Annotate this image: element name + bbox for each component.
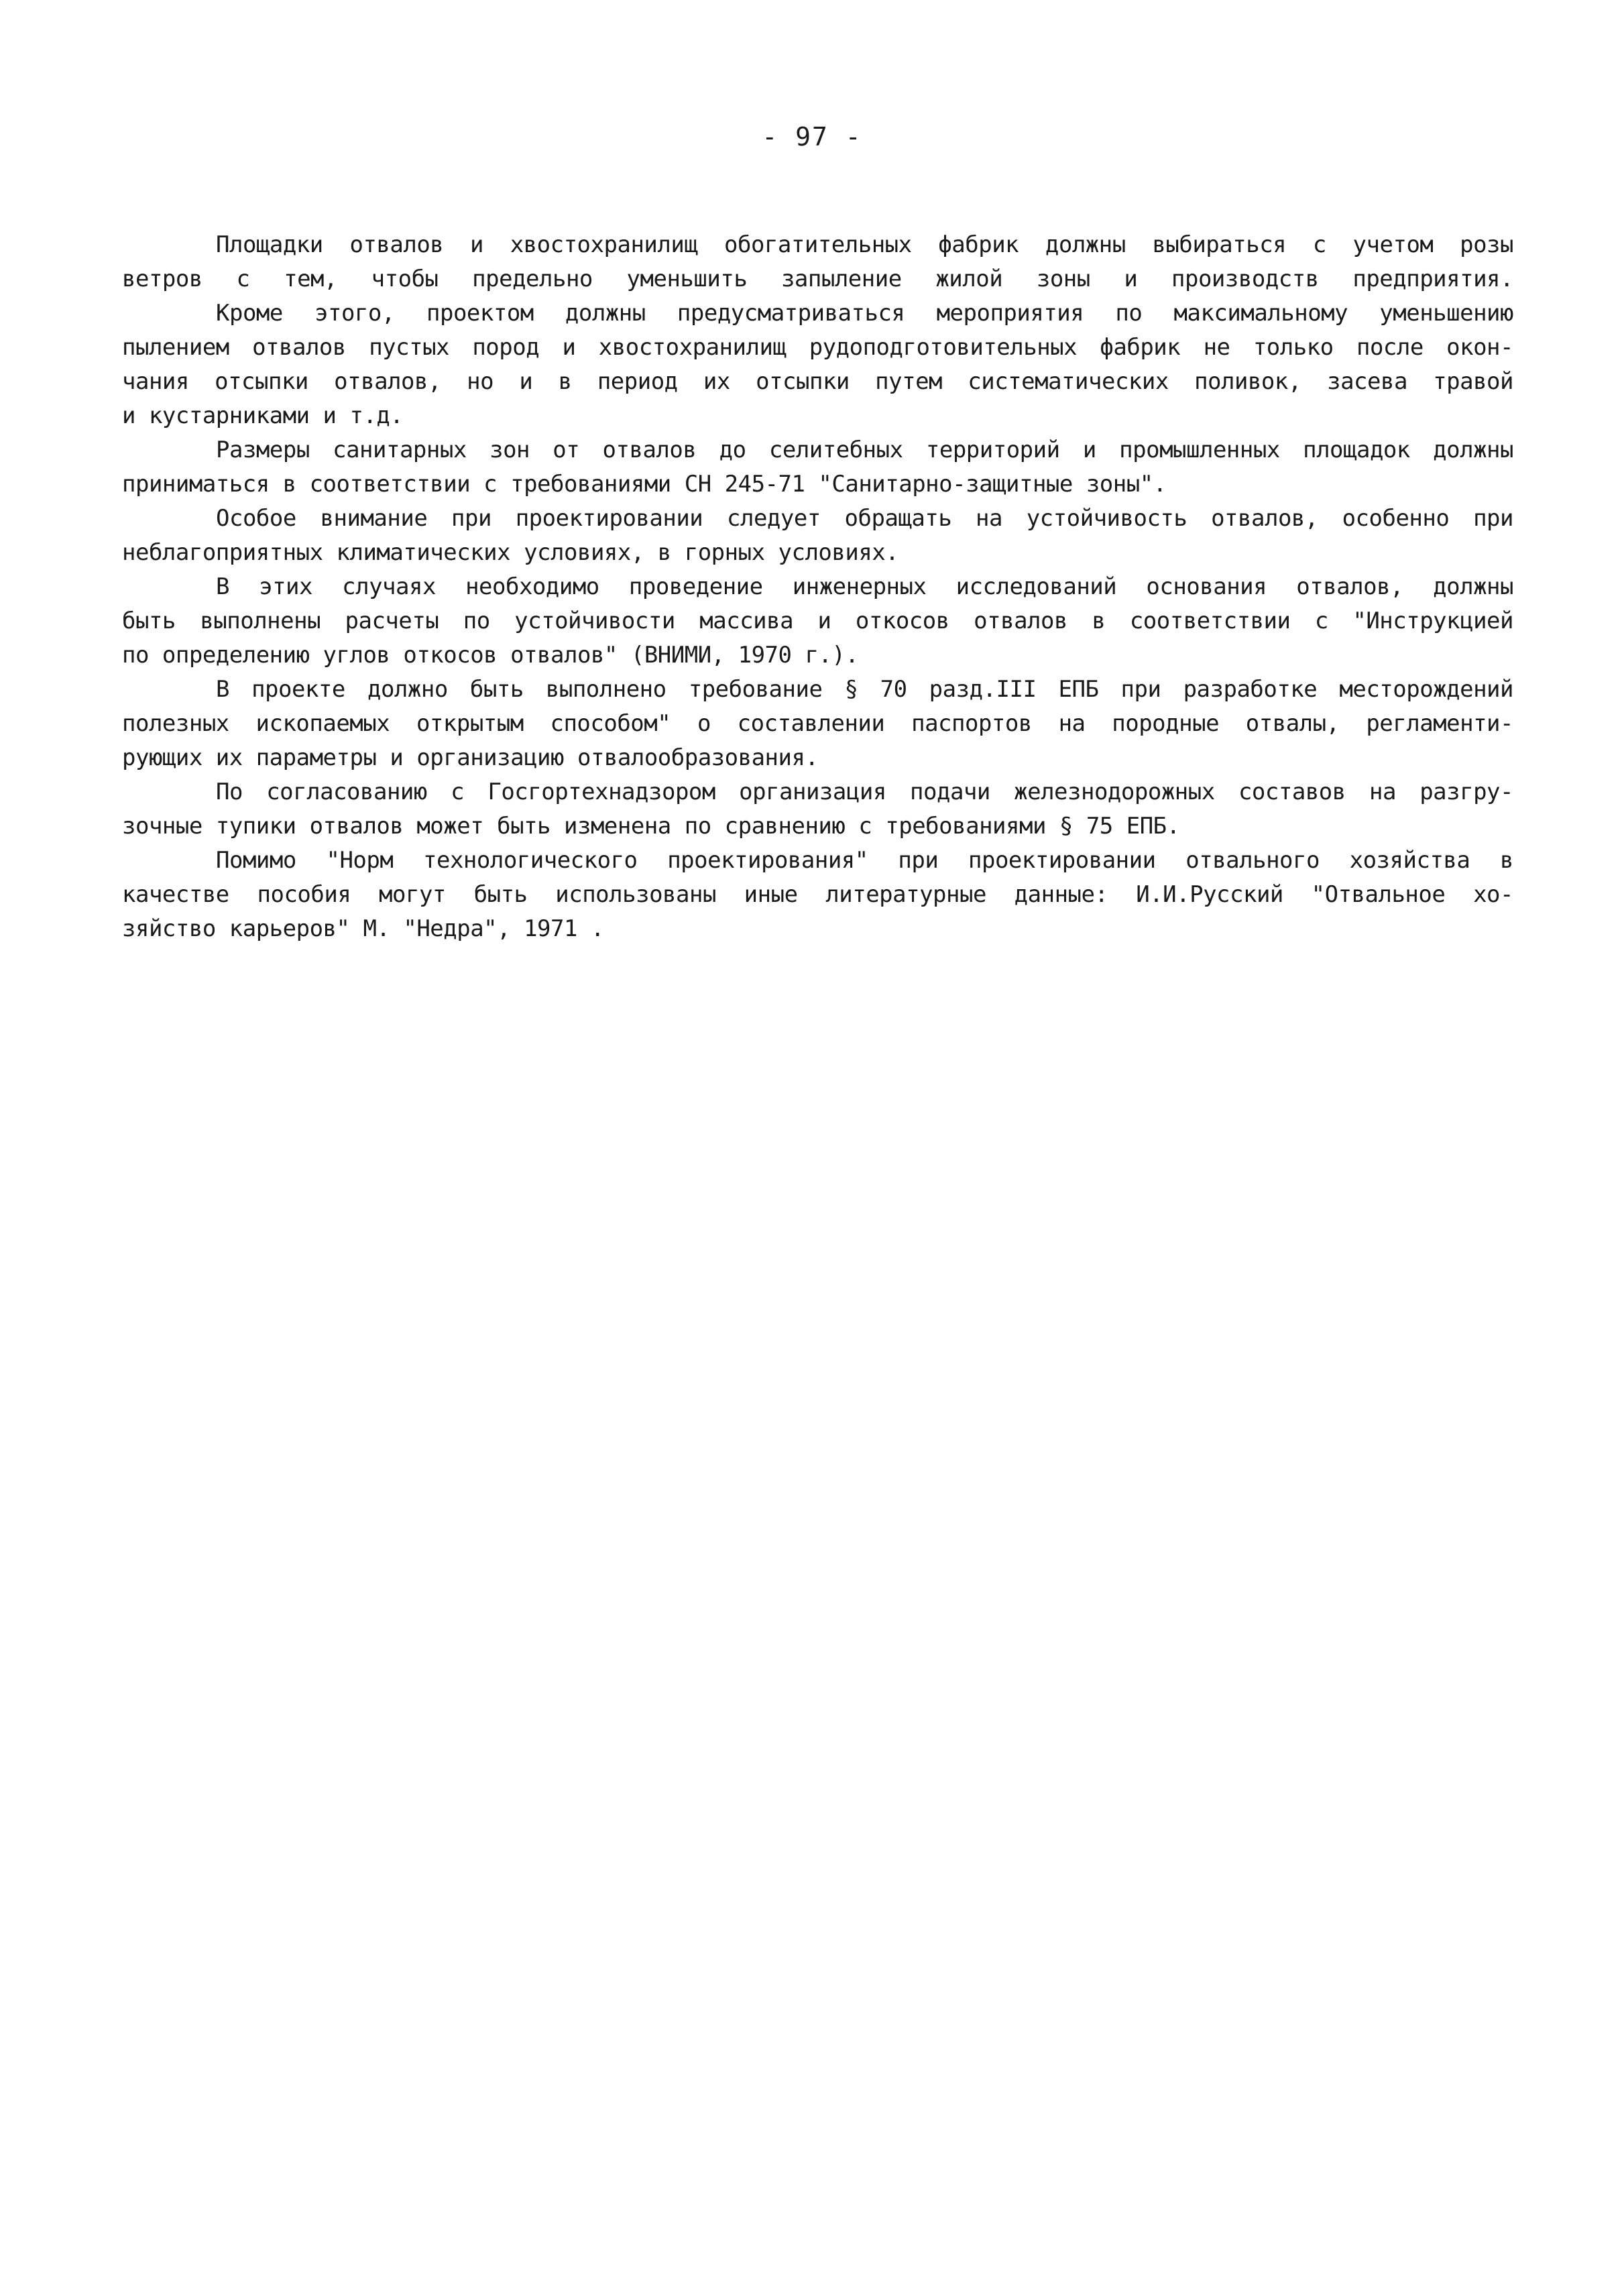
page-number: - 97 - [762,122,862,152]
text-line: пылением отвалов пустых пород и хвостохранилищ рудоподготовительных фабрик не только после окон- [122,334,1513,361]
text-line: Особое внимание при проектировании следует обращать на устойчивость отвалов, особенно при [216,505,1513,532]
text-line: приниматься в соответствии с требованиями СН 245-71 "Санитарно-защитные зоны". [122,471,1167,498]
text-line: неблагоприятных климатических условиях, в горных условиях. [122,539,899,566]
text-line: чания отсыпки отвалов, но и в период их отсыпки путем систематических поливок, засева травой [122,368,1513,395]
text-line: ветров с тем, чтобы предельно уменьшить запыление жилой зоны и производств предприятия. [122,266,1513,292]
text-line: зяйство карьеров" М. "Недра", 1971 . [122,915,604,942]
text-line: зочные тупики отвалов может быть изменена по сравнению с требованиями § 75 ЕПБ. [122,813,1180,840]
text-line: рующих их параметры и организацию отвалообразования. [122,744,819,771]
text-line: По согласованию с Госгортехнадзором организация подачи железнодорожных составов на разгру- [216,779,1513,805]
text-line: качестве пособия могут быть использованы иные литературные данные: И.И.Русский "Отвальное хо- [122,881,1513,908]
text-line: Помимо "Норм технологического проектирования" при проектировании отвального хозяйства в [216,847,1513,874]
text-line: и кустарниками и т.д. [122,402,404,429]
text-line: Размеры санитарных зон от отвалов до селитебных территорий и промышленных площадок должны [216,437,1513,463]
text-line: по определению углов откосов отвалов" (ВНИМИ, 1970 г.). [122,642,859,669]
text-line: Площадки отвалов и хвостохранилищ обогатительных фабрик должны выбираться с учетом розы [216,231,1513,258]
body-text [122,228,1513,946]
text-line: быть выполнены расчеты по устойчивости массива и откосов отвалов в соответствии с "Инструкцией [122,608,1513,634]
text-line: В проекте должно быть выполнено требование § 70 разд.III ЕПБ при разработке месторождений [216,676,1513,703]
text-line: В этих случаях необходимо проведение инженерных исследований основания отвалов, должны [216,573,1513,600]
text-line: Кроме этого, проектом должны предусматриваться мероприятия по максимальному уменьшению [216,300,1513,327]
text-line: полезных ископаемых открытым способом" о составлении паспортов на породные отвалы, регламенти- [122,710,1513,737]
